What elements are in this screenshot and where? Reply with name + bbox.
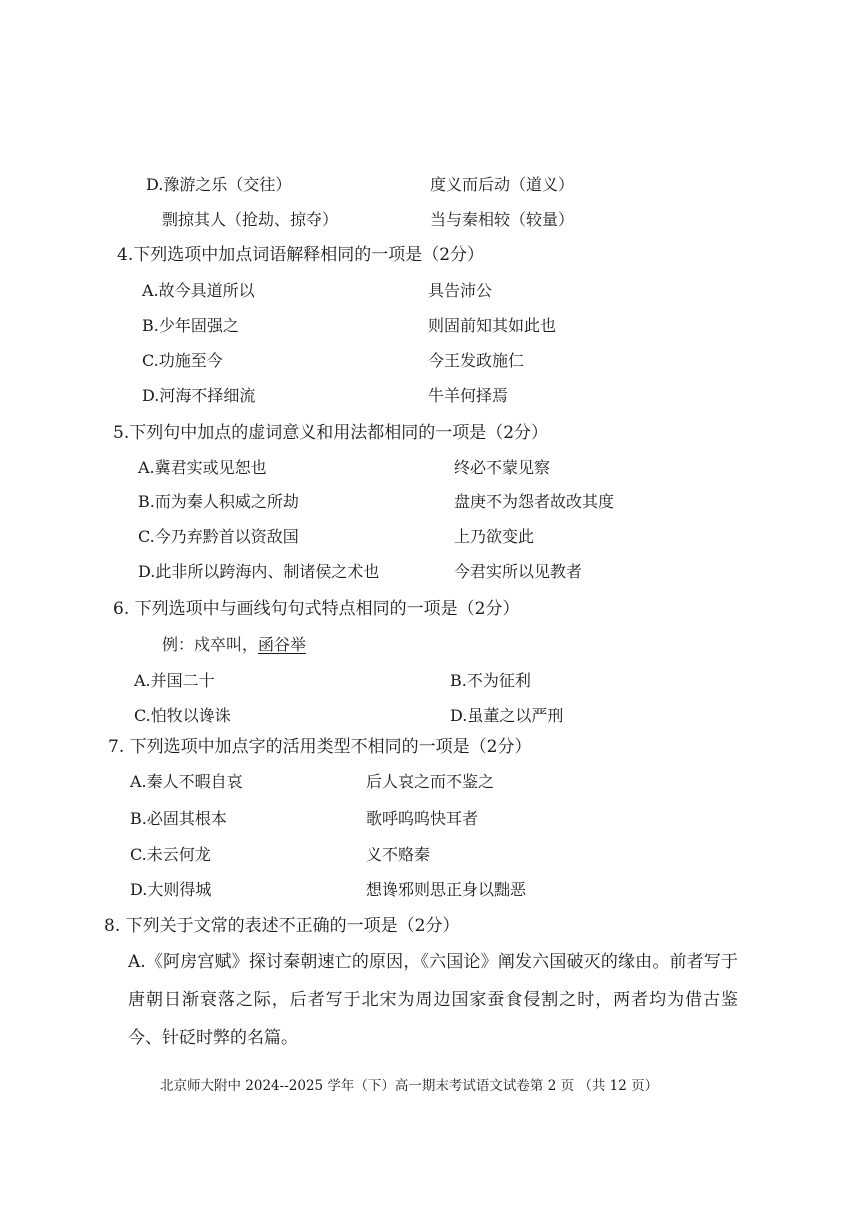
q7-option-d-left: D.大则得城 — [130, 880, 212, 899]
q4-option-c-right: 今王发政施仁 — [428, 351, 525, 370]
q5-option-a-left: A.冀君实或见恕也 — [138, 458, 267, 477]
q7-option-a-left: A.秦人不暇自哀 — [130, 772, 243, 791]
q7-option-b-left: B.必固其根本 — [130, 809, 227, 828]
q6-example-underlined: 函谷举 — [258, 635, 307, 654]
q7-option-c-right: 义不赂秦 — [366, 845, 431, 864]
q5-option-b-left: B.而为秦人积威之所劫 — [138, 492, 299, 511]
q4-option-d-right: 牛羊何择焉 — [428, 386, 509, 405]
q5-option-a-right: 终必不蒙见察 — [454, 458, 551, 477]
question-4-stem: 4.下列选项中加点词语解释相同的一项是（2分） — [117, 245, 485, 265]
q4-option-d-left: D.河海不择细流 — [142, 386, 256, 405]
question-6-stem: 6. 下列选项中与画线句句式特点相同的一项是（2分） — [113, 599, 520, 619]
q6-example — [162, 633, 306, 657]
question-5-stem: 5.下列句中加点的虚词意义和用法都相同的一项是（2分） — [113, 423, 549, 443]
q4-option-a-right: 具告沛公 — [428, 281, 493, 300]
q4-option-a-left: A.故今具道所以 — [142, 281, 255, 300]
q7-option-d-right: 想谗邪则思正身以黜恶 — [366, 880, 527, 899]
q7-option-c-left: C.未云何龙 — [130, 845, 211, 864]
q3-option-d-right-2: 当与秦相较（较量） — [430, 210, 575, 229]
q3-option-d-left: D.豫游之乐（交往） — [146, 175, 292, 194]
q5-option-d-right: 今君实所以见教者 — [454, 562, 583, 581]
q5-option-c-right: 上乃欲变此 — [454, 527, 535, 546]
q5-option-d-left: D.此非所以跨海内、制诸侯之术也 — [138, 562, 380, 581]
q5-option-c-left: C.今乃弃黔首以资敌国 — [138, 527, 299, 546]
q5-option-b-right: 盘庚不为怨者故改其度 — [454, 492, 615, 511]
q4-option-b-right: 则固前知其如此也 — [428, 316, 557, 335]
q3-option-d-right: 度义而后动（道义） — [430, 175, 575, 194]
q6-option-d: D.虽董之以严刑 — [450, 706, 564, 725]
q4-option-b-left: B.少年固强之 — [142, 316, 239, 335]
question-8-stem: 8. 下列关于文常的表述不正确的一项是（2分） — [104, 916, 460, 936]
q7-option-a-right: 后人哀之而不鉴之 — [366, 772, 495, 791]
q7-option-b-right: 歌呼呜呜快耳者 — [366, 809, 479, 828]
q6-option-b: B.不为征利 — [450, 671, 531, 690]
page-footer: 北京师大附中 2024--2025 学年（下）高一期末考试语文试卷第 2 页 （共 12 页） — [160, 1078, 659, 1094]
q8-option-a-paragraph: A.《阿房宫赋》探讨秦朝速亡的原因，《六国论》阐发六国破灭的缘由。前者写于唐朝日渐衰落之际，后者写于北宋为周边国家蚕食侵割之时，两者均为借古鉴今、针砭时弊的名篇。 — [128, 952, 738, 1048]
q4-option-c-left: C.功施至今 — [142, 351, 223, 370]
q3-option-d-left-2: 剽掠其人（抢劫、掠夺） — [162, 210, 339, 229]
q6-example-prefix: 例：戍卒叫， — [162, 635, 259, 654]
question-7-stem: 7. 下列选项中加点字的活用类型不相同的一项是（2分） — [108, 737, 532, 757]
q6-option-a: A.并国二十 — [134, 671, 215, 690]
q6-option-c: C.怕牧以谗诛 — [134, 706, 231, 725]
